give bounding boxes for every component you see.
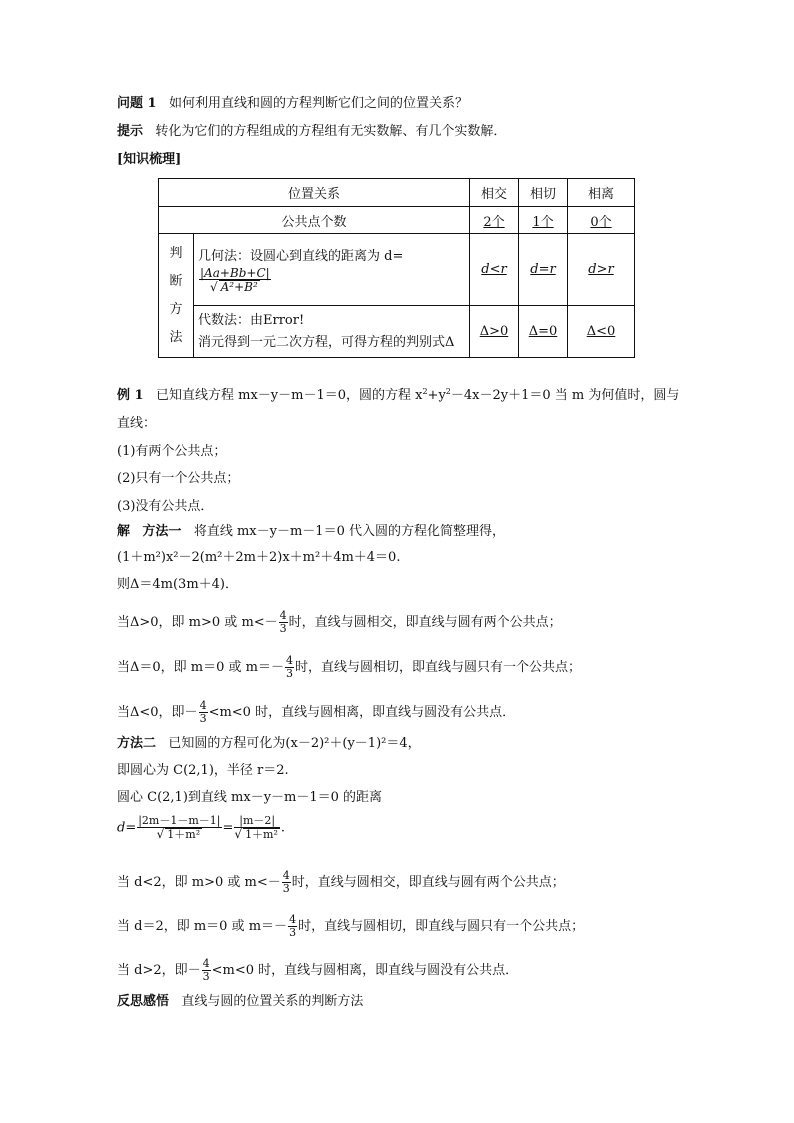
table-row	[159, 306, 635, 358]
d-fraction-1	[137, 815, 221, 841]
geo-frac-num: |Aa+Bb+C|	[200, 265, 270, 280]
judge-label	[159, 234, 194, 358]
d-prefix: d=	[117, 820, 137, 836]
table-cell: d<r	[470, 234, 519, 306]
center-line: 即圆心为 C(2,1)，半径 r＝2.	[117, 763, 289, 778]
example-text-b: +y	[427, 388, 446, 403]
d-den: 1＋m²	[245, 828, 278, 841]
fraction	[285, 655, 294, 680]
distance-intro: 圆心 C(2,1)到直线 mx－y－m－1＝0 的距离	[117, 790, 383, 805]
judge-char: 方	[169, 301, 183, 317]
knowledge-table	[158, 178, 635, 358]
method1-intro-line	[117, 523, 505, 541]
reflection-text: 直线与圆的位置关系的判断方法	[181, 994, 364, 1009]
fraction	[199, 700, 208, 725]
frac-num: 4	[282, 869, 290, 882]
table-row	[159, 207, 635, 234]
method1-intro: 将直线 mx－y－m－1＝0 代入圆的方程化简整理得，	[193, 524, 505, 539]
frac-den: 3	[285, 667, 293, 680]
geo-method-text: 几何法：设圆心到直线的距离为 d=	[198, 248, 404, 264]
case-post: 时，直线与圆相交，即直线与圆有两个公共点；	[288, 615, 562, 630]
d-num2: |m－2|	[234, 815, 280, 828]
fraction	[282, 870, 291, 895]
method2-intro-line	[117, 735, 421, 753]
example-item: (2)只有一个公共点；	[117, 471, 240, 486]
table-cell: Δ=0	[519, 306, 568, 358]
case-post: <m<0 时，直线与圆相离，即直线与圆没有公共点．	[208, 705, 516, 720]
d-den-wrap: √ 1＋m²	[234, 827, 278, 841]
equation-1: (1＋m²)x²－2(m²＋2m＋2)x＋m²＋4m＋4＝0.	[117, 550, 401, 565]
section-title: [知识梳理]	[117, 152, 182, 167]
table-header-cell: 相交	[470, 179, 519, 207]
table-cell: 1个	[519, 207, 568, 234]
table-cell: d=r	[519, 234, 568, 306]
case-post: 时，直线与圆相切，即直线与圆只有一个公共点；	[298, 919, 585, 934]
case-pre: 当 d>2，即－	[117, 963, 201, 978]
table-header-cell: 相切	[519, 179, 568, 207]
example-item: (1)有两个公共点；	[117, 444, 227, 459]
frac-num: 4	[279, 609, 287, 622]
table-header-row	[159, 179, 635, 207]
example-1-line1: 例 1 已知直线方程 mx－y－m－1＝0，圆的方程 $x^2+y^2-4x-2y+1=0$ 当 m 为何值时，圆与	[117, 387, 680, 403]
question-1	[117, 95, 468, 113]
table-cell: 0个	[568, 207, 635, 234]
frac-den: 3	[202, 970, 210, 983]
reflection	[117, 993, 363, 1011]
geo-frac-den: A²+B²	[220, 279, 258, 294]
reflection-label: 反思感悟	[117, 994, 170, 1009]
frac-num: 4	[202, 957, 210, 970]
fraction	[288, 914, 297, 939]
solution-label: 解	[117, 524, 131, 539]
alg-method-line2: 消元得到一元二次方程，可得方程的判别式Δ	[198, 334, 455, 350]
case-pre: 当 d<2，即 m>0 或 m<－	[117, 875, 281, 890]
frac-den: 3	[282, 882, 290, 895]
table-cell: Δ>0	[470, 306, 519, 358]
case-pre: 当 d＝2，即 m＝0 或 m＝－	[117, 919, 288, 934]
m2-case1	[117, 870, 565, 895]
hint-label: 提示	[117, 124, 144, 139]
alg-method-line1: 代数法：由Error!	[198, 312, 305, 328]
alg-method-cell	[194, 306, 470, 358]
frac-num: 4	[289, 913, 297, 926]
d-fraction-2	[234, 815, 280, 841]
frac-num: 4	[199, 699, 207, 712]
frac-den: 3	[199, 712, 207, 725]
table-cell: Δ<0	[568, 306, 635, 358]
judge-char: 法	[169, 329, 183, 345]
case-post: 时，直线与圆相交，即直线与圆有两个公共点；	[291, 875, 565, 890]
frac-num: 4	[285, 654, 293, 667]
example-1-line2: 直线：	[117, 416, 157, 431]
example-text-a: 已知直线方程 mx－y－m－1＝0，圆的方程 x	[155, 388, 423, 403]
judge-char: 断	[169, 273, 183, 289]
hint	[117, 123, 506, 141]
example-label: 例 1	[117, 388, 144, 403]
geo-method-cell	[194, 234, 470, 306]
method1-title: 方法一	[142, 524, 182, 539]
question-label: 问题 1	[117, 96, 157, 111]
table-cell: 2个	[470, 207, 519, 234]
geo-fraction	[199, 267, 271, 293]
question-text: 如何利用直线和圆的方程判断它们之间的位置关系？	[168, 96, 468, 111]
case-pre: 当Δ<0，即－	[117, 705, 198, 720]
m1-case2	[117, 655, 581, 680]
frac-den: 3	[289, 926, 297, 939]
case-post: 时，直线与圆相切，即直线与圆只有一个公共点；	[294, 660, 581, 675]
case-post: <m<0 时，直线与圆相离，即直线与圆没有公共点．	[211, 963, 519, 978]
delta-line: 则Δ＝4m(3m＋4)．	[117, 577, 238, 592]
table-header-cell: 位置关系	[159, 179, 470, 207]
d-eq: =	[222, 820, 234, 836]
m1-case1	[117, 610, 562, 635]
d-num1: |2m－1－m－1|	[138, 814, 221, 827]
case-pre: 当Δ＝0，即 m＝0 或 m＝－	[117, 660, 284, 675]
m2-case2	[117, 914, 584, 939]
table-cell: d>r	[568, 234, 635, 306]
example-text-c: －4x－2y＋1＝0 当 m 为何值时，圆与	[450, 388, 680, 403]
case-pre: 当Δ>0，即 m>0 或 m<－	[117, 615, 278, 630]
fraction	[202, 958, 211, 983]
judge-char: 判	[169, 245, 183, 261]
method2-intro: 已知圆的方程可化为(x－2)²＋(y－1)²＝4，	[168, 736, 421, 751]
d-end: .	[280, 820, 286, 836]
d-den: 1＋m²	[167, 828, 201, 841]
m1-case3	[117, 700, 515, 725]
frac-den: 3	[279, 622, 287, 635]
d-den-wrap: √ 1＋m²	[156, 827, 201, 841]
geo-frac-den-wrap: √ A²+B²	[209, 279, 258, 294]
table-cell: 公共点个数	[159, 207, 470, 234]
method2-title: 方法二	[117, 736, 157, 751]
distance-formula	[117, 815, 285, 841]
example-item: (3)没有公共点．	[117, 499, 214, 514]
fraction	[279, 610, 288, 635]
hint-text: 转化为它们的方程组成的方程组有无实数解、有几个实数解．	[155, 124, 507, 139]
m2-case3	[117, 958, 518, 983]
table-row	[159, 234, 635, 306]
table-header-cell: 相离	[568, 179, 635, 207]
